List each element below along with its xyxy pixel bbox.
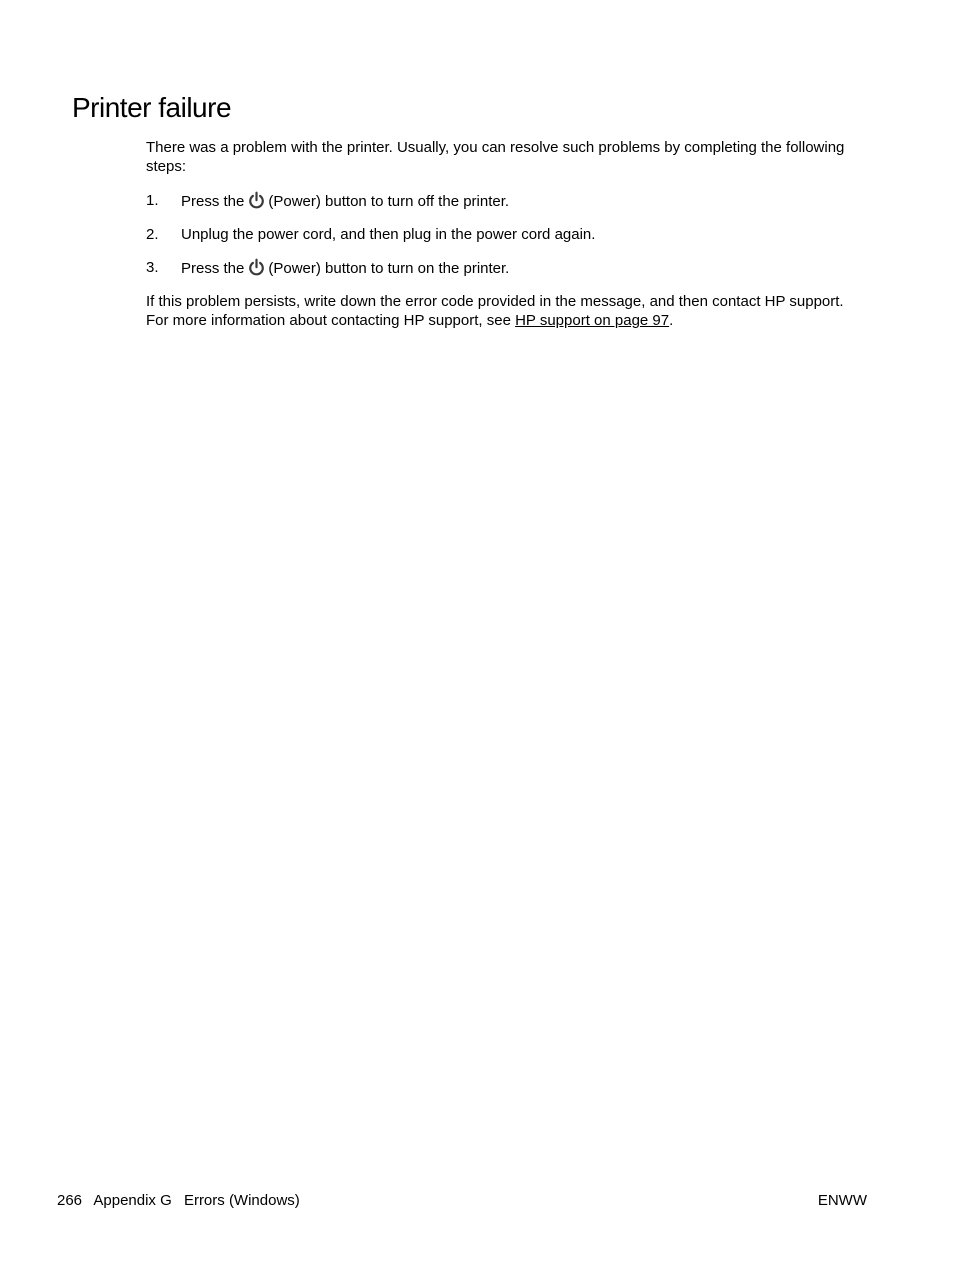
step-item-3 (146, 258, 846, 277)
step-text: Unplug the power cord, and then plug in the power cord again. (181, 225, 596, 243)
step-number: 1. (146, 192, 159, 209)
hp-support-link[interactable]: HP support on page 97 (515, 312, 670, 329)
step-item-2 (146, 225, 846, 244)
steps-list (146, 191, 846, 292)
outro-paragraph (146, 292, 846, 330)
step-item-1 (146, 191, 846, 210)
footer-locale: ENWW (817, 1192, 867, 1209)
step-number: 3. (146, 259, 159, 276)
power-icon (247, 258, 266, 277)
outro-end: . (669, 312, 674, 329)
footer-left (57, 1191, 308, 1210)
step-number: 2. (146, 225, 159, 243)
page-title: Printer failure (72, 92, 232, 123)
page-number: 266 (57, 1192, 83, 1209)
power-icon (247, 191, 266, 210)
step-text-after: (Power) button to turn off the printer. (268, 193, 510, 210)
footer-chapter: Errors (Windows) (183, 1192, 300, 1209)
step-text-before: Press the (181, 193, 245, 210)
footer-section: Appendix G (93, 1192, 172, 1209)
intro-paragraph: There was a problem with the printer. Usually, you can resolve such problems by completing the following steps: (146, 139, 845, 175)
outro-text: If this problem persists, write down the error code provided in the message, and then contact HP support. For more information about contacting HP support, see (146, 293, 844, 329)
step-text-after: (Power) button to turn on the printer. (268, 260, 510, 277)
step-text-before: Press the (181, 260, 245, 277)
